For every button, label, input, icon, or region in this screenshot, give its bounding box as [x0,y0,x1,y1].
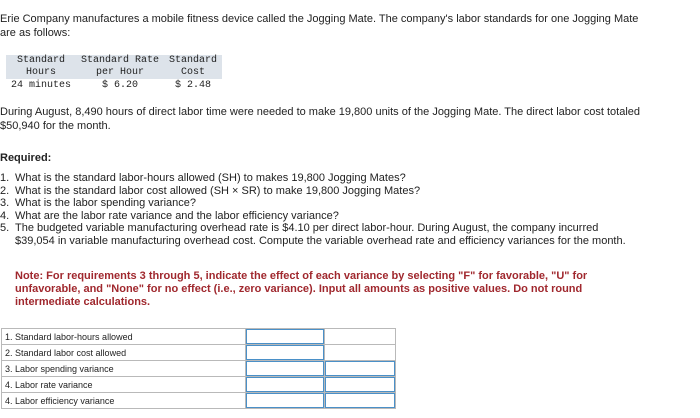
empty-cell [325,345,395,360]
header-line: Standard [169,55,218,66]
standards-header-row [6,55,222,79]
question-number: 3. [0,197,10,209]
answer-cell [246,393,325,409]
answer-row-label: 4. Labor efficiency variance [2,393,246,409]
answer-cell [246,377,325,393]
header-line: per Hour [96,67,145,78]
answer-row-label: 1. Standard labor-hours allowed [2,329,246,345]
question-item [0,172,640,185]
answer-row-label: 4. Labor rate variance [2,377,246,393]
header-line: Standard [17,55,66,66]
question-text: What is the labor spending variance? [15,197,196,209]
answer-cell [325,393,396,409]
standard-cost-header [164,55,222,79]
intro-paragraph: Erie Company manufactures a mobile fitness device called the Jogging Mate. The company's labor standards for one Jogging Mate are as follows: [0,13,639,39]
question-list [0,172,640,247]
answer-row-label: 3. Labor spending variance [2,361,246,377]
question-text: What is the standard labor cost allowed (SH × SR) to make 19,800 Jogging Mates? [15,184,421,197]
empty-cell [325,329,395,344]
standard-hours-header [6,55,76,79]
standard-cost-input[interactable] [246,345,324,360]
answer-row [2,345,396,361]
question-item [0,222,640,247]
standard-hours-input[interactable] [246,329,324,344]
answer-row [2,393,396,409]
labor-standards-table [6,55,222,92]
question-number: 2. [0,184,10,197]
answer-row [2,361,396,377]
answer-table [1,328,396,409]
standards-value-row [6,79,222,92]
answer-cell [246,361,325,377]
standard-cost-value: $ 2.48 [175,80,212,91]
answer-row [2,377,396,393]
question-number: 4. [0,209,10,222]
answer-row [2,329,396,345]
standard-rate-header [76,55,164,79]
question-item [0,185,640,198]
rate-variance-effect-select[interactable] [325,377,395,392]
efficiency-variance-amount-input[interactable] [246,393,324,408]
answer-cell [246,345,325,361]
question-item [0,210,640,223]
august-paragraph: During August, 8,490 hours of direct labor time were needed to make 19,800 units of the Jogging Mate. The direct labor cost totaled $50,940 for the month. [0,106,641,132]
standard-hours-value: 24 minutes [11,80,72,91]
question-text: What is the standard labor-hours allowed (SH) to makes 19,800 Jogging Mates? [15,172,406,184]
question-text: The budgeted variable manufacturing overhead rate is $4.10 per direct labor-hour. During August, the company incurred $39,054 in variable manufacturing overhead cost. Compute the variable overhead rate and efficiency variances for the month. [15,222,626,247]
answer-cell [325,377,396,393]
header-line: Standard Rate [81,55,160,66]
spending-variance-effect-select[interactable] [325,361,395,376]
rate-variance-amount-input[interactable] [246,377,324,392]
answer-cell [325,345,396,361]
header-line: Hours [26,67,57,78]
question-number: 5. [0,222,10,234]
required-heading: Required: [0,152,52,164]
header-line: Cost [181,67,206,78]
spending-variance-amount-input[interactable] [246,361,324,376]
standard-rate-value: $ 6.20 [102,80,139,91]
instruction-note: Note: For requirements 3 through 5, indicate the effect of each variance by selecting "F" for favorable, "U" for unfavorable, and "None" for no effect (i.e., zero variance). Input all amounts as positive values. Do not round intermediate calculations. [15,270,588,308]
answer-row-label: 2. Standard labor cost allowed [2,345,246,361]
efficiency-variance-effect-select[interactable] [325,393,395,408]
question-item [0,197,640,210]
question-number: 1. [0,172,10,184]
answer-cell [325,361,396,377]
question-text: What are the labor rate variance and the labor efficiency variance? [15,209,339,222]
answer-cell [325,329,396,345]
answer-cell [246,329,325,345]
